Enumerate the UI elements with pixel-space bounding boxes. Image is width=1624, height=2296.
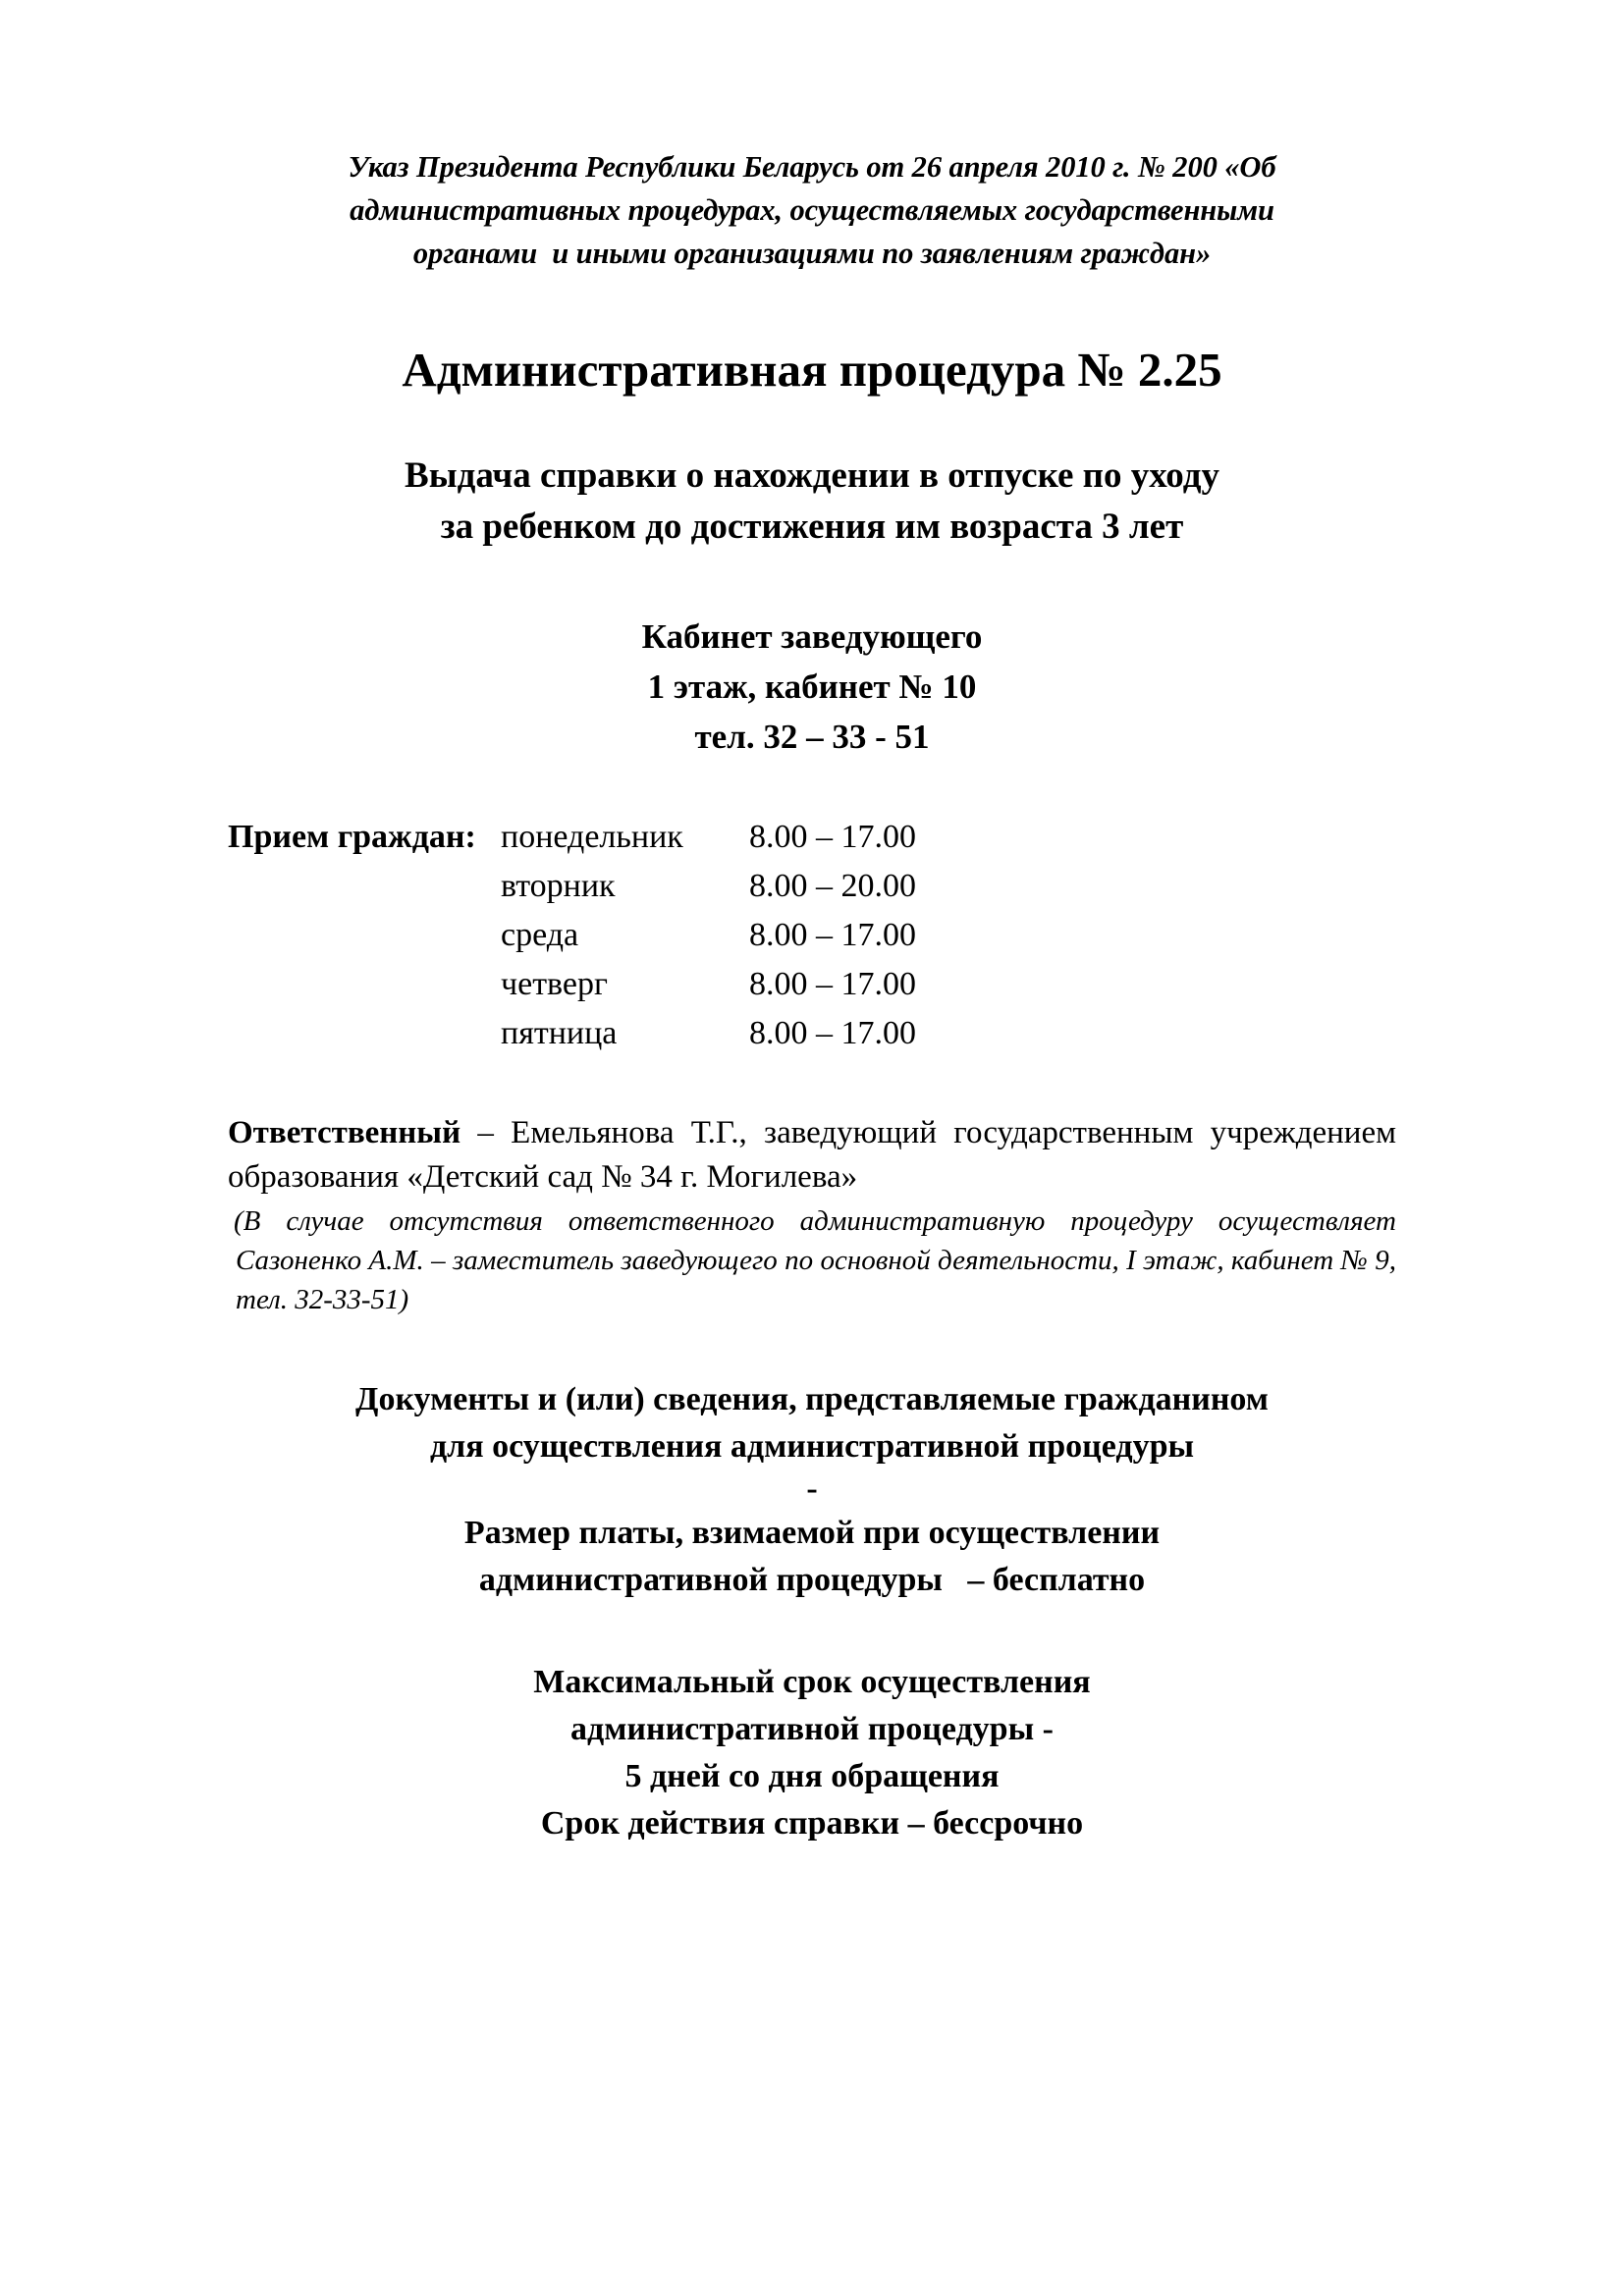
term-line-3: 5 дней со дня обращения [624,1758,1000,1794]
term-line-2: административной процедуры - [570,1711,1054,1747]
responsible-label: Ответственный [228,1115,461,1150]
office-phone: тел. 32 – 33 - 51 [694,718,930,756]
substitute-person-note: (В случае отсутствия ответственного административную процедуру осуществляет Сазоненко А.М. – заместитель заведующего по основной деятельности, I этаж, кабинет № 9, тел. 32-33-51) [234,1205,1396,1315]
office-room-name: Кабинет заведующего [641,617,983,656]
table-row [228,911,1396,960]
schedule-day: понедельник [501,819,683,855]
document-content [228,0,1396,1847]
required-documents-line-1: Документы и (или) сведения, представляемые гражданином [355,1381,1269,1417]
reception-schedule [228,813,1396,1058]
table-row [228,813,1396,862]
term-block [228,1659,1396,1847]
fee-line-2: административной процедуры – бесплатно [478,1562,1146,1598]
schedule-time: 8.00 – 20.00 [749,868,916,904]
table-row [228,1009,1396,1058]
procedure-subtitle [228,451,1396,553]
decree-header-line-1: Указ Президента Республики Беларусь от 26 апреля 2010 г. № 200 «Об [348,150,1276,184]
fee-line-1: Размер платы, взимаемой при осуществлении [463,1515,1161,1551]
schedule-day: пятница [501,1015,618,1051]
schedule-day: четверг [501,966,608,1002]
page-title: Административная процедура № 2.25 [402,343,1222,397]
responsible-details: – Емельянова Т.Г., заведующий государственным учреждением образования «Детский сад № 34 г. Могилева» [228,1115,1396,1195]
procedure-subtitle-line-1: Выдача справки о нахождении в отпуске по уходу [405,455,1219,496]
schedule-day: среда [501,917,579,953]
schedule-day: вторник [501,868,616,904]
schedule-time: 8.00 – 17.00 [749,966,916,1002]
required-documents-value: - [806,1470,818,1507]
schedule-time: 8.00 – 17.00 [749,1015,916,1051]
reception-hours-label: Прием граждан: [228,819,476,855]
schedule-time: 8.00 – 17.00 [749,917,916,953]
office-floor-room: 1 этаж, кабинет № 10 [647,667,977,706]
decree-header [228,145,1396,275]
required-documents-line-2: для осуществления административной процедуры [429,1428,1195,1465]
certificate-validity: Срок действия справки – бессрочно [540,1805,1084,1842]
required-documents-block [228,1376,1396,1470]
table-row [228,960,1396,1009]
fee-block [228,1510,1396,1604]
procedure-subtitle-line-2: за ребенком до достижения им возраста 3 лет [440,507,1184,547]
table-row [228,862,1396,911]
decree-header-line-3: органами и иными организациями по заявлениям граждан» [412,237,1212,270]
office-location-block [228,612,1396,762]
schedule-time: 8.00 – 17.00 [749,819,916,855]
decree-header-line-2: административных процедурах, осуществляемых государственными [350,193,1274,227]
term-line-1: Максимальный срок осуществления [533,1664,1091,1700]
responsible-person-paragraph [228,1111,1396,1200]
